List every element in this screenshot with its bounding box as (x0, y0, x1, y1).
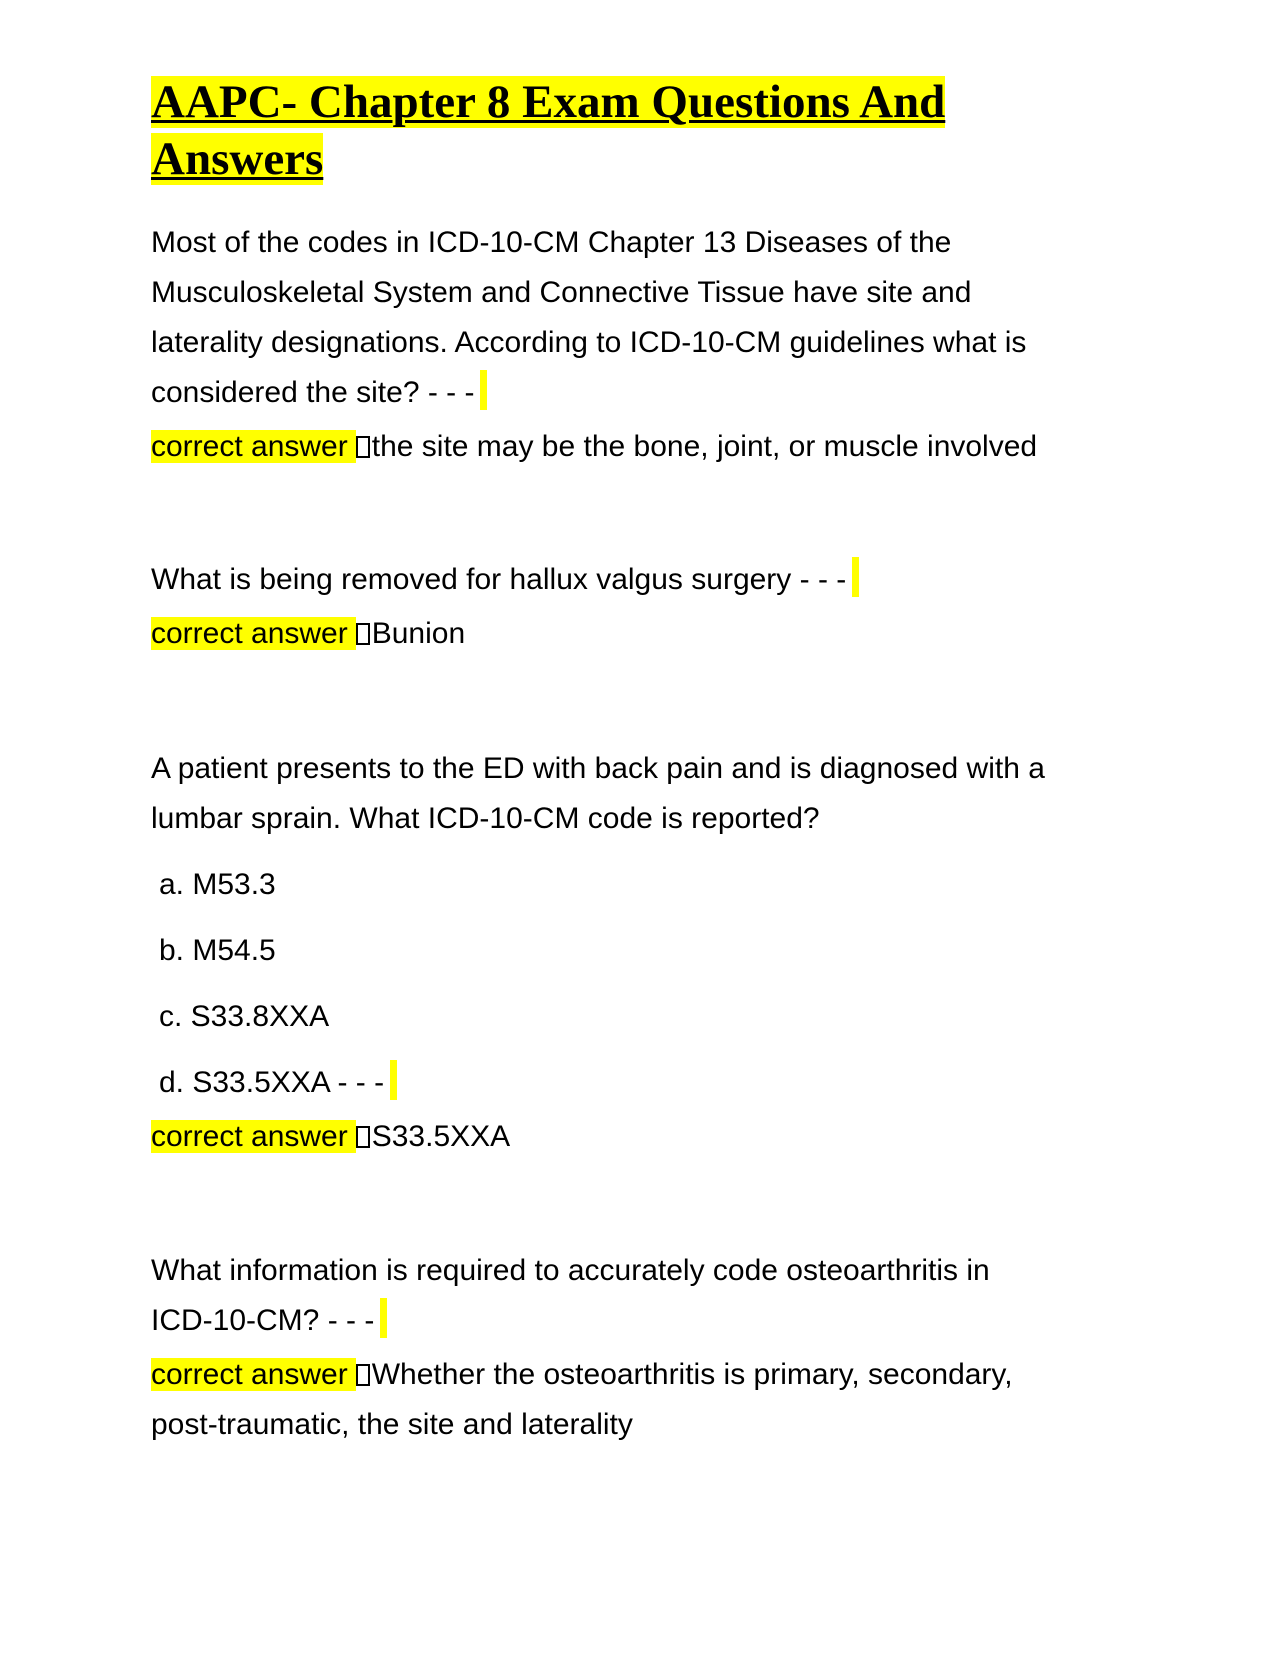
question-text-line: A patient presents to the ED with back pain and is diagnosed with a (151, 752, 1045, 785)
question-text-line: Musculoskeletal System and Connective Tissue have site and (151, 276, 972, 309)
question-text-line-last: considered the site? - - - (151, 368, 1151, 418)
answer-text: Bunion (371, 617, 466, 650)
question-text-line: lumbar sprain. What ICD-10-CM code is reported? (151, 802, 820, 835)
answer-label: correct answer (151, 617, 356, 650)
answer-label: correct answer (151, 1358, 356, 1391)
highlight-marker (390, 1060, 397, 1100)
answer-line (151, 609, 1151, 659)
question-4 (151, 1246, 1151, 1450)
missing-glyph-icon (356, 1126, 370, 1148)
answer-line (151, 1112, 1151, 1162)
title-line-1: AAPC- Chapter 8 Exam Questions And (151, 76, 946, 128)
question-2 (151, 555, 1151, 659)
question-text-line: Most of the codes in ICD-10-CM Chapter 13 Diseases of the (151, 226, 952, 259)
answer-line (151, 1350, 1151, 1400)
option-c: c. S33.8XXA (159, 1000, 330, 1033)
answer-text: S33.5XXA (371, 1120, 511, 1153)
missing-glyph-icon (356, 623, 370, 645)
answer-text-continued: post-traumatic, the site and laterality (151, 1408, 633, 1441)
highlight-marker (852, 557, 859, 597)
option-a: a. M53.3 (159, 868, 276, 901)
document-title (151, 74, 1031, 188)
answer-text: Whether the osteoarthritis is primary, secondary, (371, 1358, 1013, 1391)
answer-label: correct answer (151, 430, 356, 463)
question-text-line: What information is required to accurately code osteoarthritis in (151, 1254, 990, 1287)
question-text-line: laterality designations. According to ICD-10-CM guidelines what is (151, 326, 1027, 359)
answer-label: correct answer (151, 1120, 356, 1153)
highlight-marker (480, 370, 487, 410)
question-text-line-last: ICD-10-CM? - - - (151, 1296, 1151, 1346)
answer-line (151, 422, 1151, 472)
question-1 (151, 218, 1151, 472)
title-line-2: Answers (151, 133, 324, 185)
question-3 (151, 744, 1151, 1162)
option-d: d. S33.5XXA - - - (151, 1058, 1151, 1108)
question-text-line-last: What is being removed for hallux valgus surgery - - - (151, 555, 1151, 605)
missing-glyph-icon (356, 1364, 370, 1386)
option-b: b. M54.5 (159, 934, 276, 967)
highlight-marker (380, 1298, 387, 1338)
answer-text: the site may be the bone, joint, or muscle involved (371, 430, 1038, 463)
missing-glyph-icon (356, 436, 370, 458)
